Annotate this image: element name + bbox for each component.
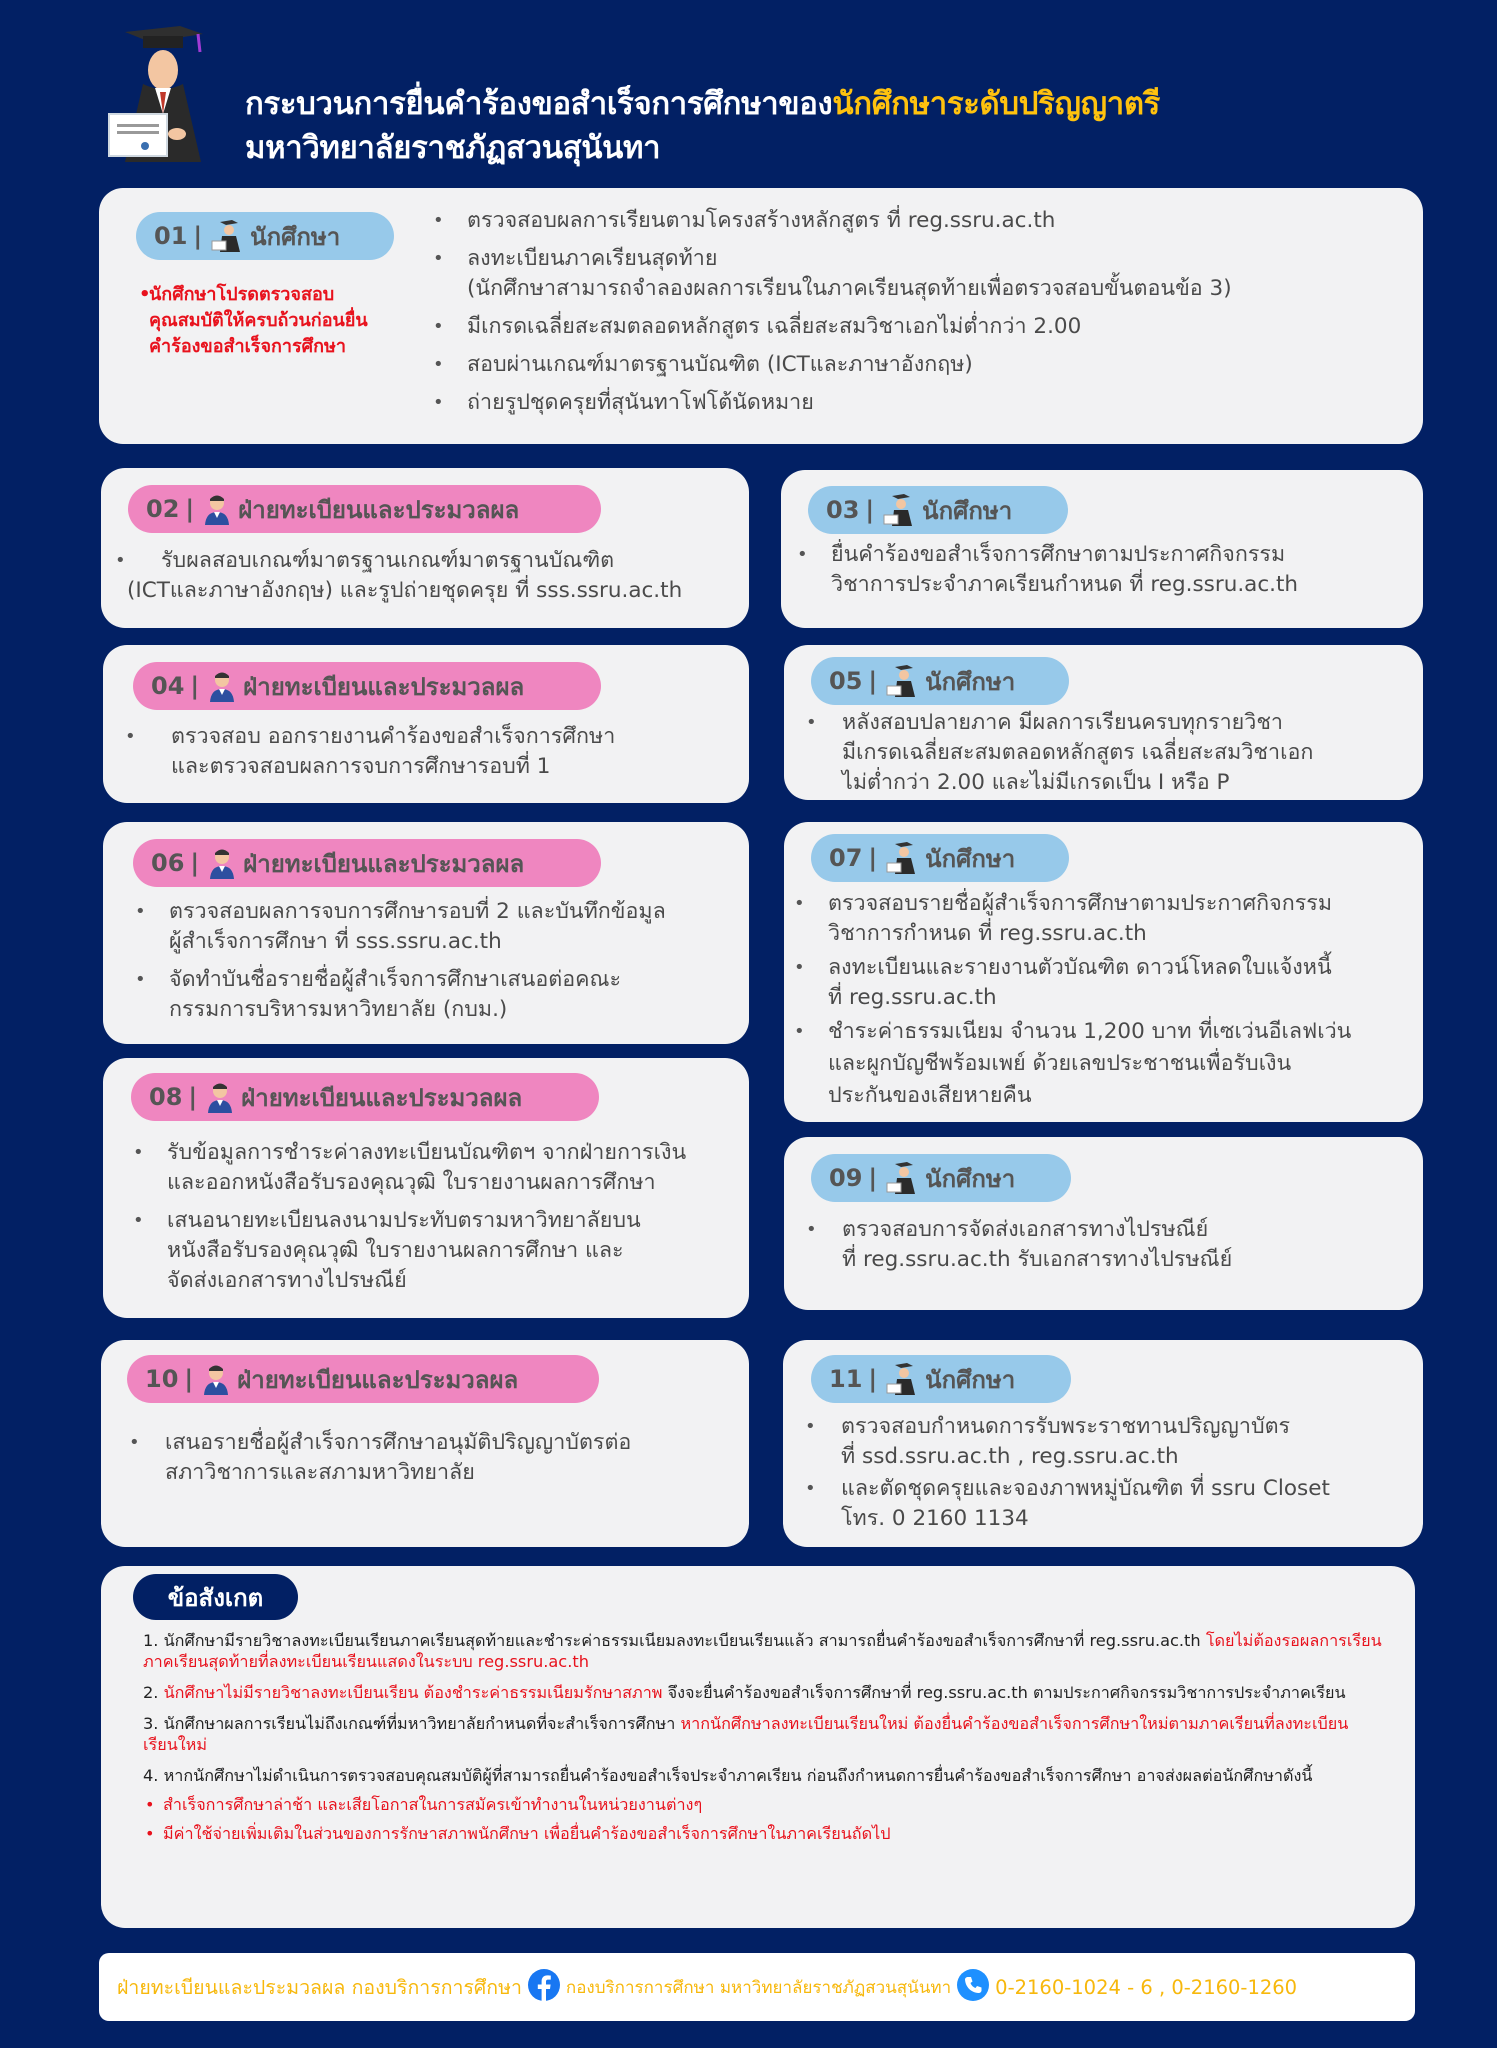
step-items <box>125 1428 745 1488</box>
student-icon <box>885 1161 919 1195</box>
step-items <box>801 1412 1416 1542</box>
step-items <box>802 708 1412 798</box>
step-item: • ตรวจสอบกำหนดการรับพระราชทานปริญญาบัตร <box>801 1412 1416 1442</box>
step-card-10 <box>101 1340 749 1547</box>
step-number: 05 <box>829 667 863 695</box>
role-label: นักศึกษา <box>925 844 1016 873</box>
step-item: • ถ่ายรูปชุดครุยที่สุนันทาโฟโต้นัดหมาย <box>429 388 1389 418</box>
separator: | <box>865 496 875 524</box>
step-item: • มีเกรดเฉลี่ยสะสมตลอดหลักสูตร เฉลี่ยสะสมวิชาเอกไม่ต่ำกว่า 2.00 <box>429 312 1389 342</box>
note-3 <box>143 1713 1383 1755</box>
step-items <box>131 897 741 1033</box>
step-item: • ลงทะเบียนและรายงานตัวบัณฑิต ดาวน์โหลดใบแจ้งหนี้ <box>790 953 1415 983</box>
step-card-08 <box>103 1058 749 1318</box>
note-4: 4. หากนักศึกษาไม่ดำเนินการตรวจสอบคุณสมบัติผู้ที่สามารถยื่นคำร้องขอสำเร็จประจำภาคเรียน ก่อนถึงกำหนดการยื่นคำร้องขอสำเร็จการศึกษา อาจส่งผลต่อนักศึกษาดังนี้ <box>143 1766 1313 1785</box>
step-item-continued: และผูกบัญชีพร้อมเพย์ ด้วยเลขประชาชนเพื่อรับเงิน <box>828 1051 1292 1076</box>
separator: | <box>193 222 203 250</box>
role-label: ฝ่ายทะเบียนและประมวลผล <box>243 849 525 878</box>
title-highlight: นักศึกษาระดับปริญญาตรี <box>832 86 1160 122</box>
step-number: 07 <box>829 844 863 872</box>
contact-footer <box>99 1953 1415 2021</box>
step-item-continued: ไม่ต่ำกว่า 2.00 และไม่มีเกรดเป็น I หรือ P <box>842 770 1230 795</box>
step-item-continued: และตรวจสอบผลการจบการศึกษารอบที่ 1 <box>171 754 551 779</box>
step-item: • สอบผ่านเกณฑ์มาตรฐานบัณฑิต (ICTและภาษาอังกฤษ) <box>429 350 1389 380</box>
student-icon <box>210 219 244 253</box>
staff-icon <box>205 1080 235 1114</box>
role-label: นักศึกษา <box>925 667 1016 696</box>
step-item-continued: มีเกรดเฉลี่ยสะสมตลอดหลักสูตร เฉลี่ยสะสมวิชาเอก <box>842 740 1314 765</box>
facebook-page-link[interactable]: กองบริการการศึกษา มหาวิทยาลัยราชภัฏสวนสุนันทา <box>565 1977 952 1998</box>
step-number: 08 <box>149 1083 183 1111</box>
note-1 <box>143 1630 1383 1672</box>
step-item-continued: (ICTและภาษาอังกฤษ) และรูปถ่ายชุดครุย ที่ sss.ssru.ac.th <box>127 578 683 603</box>
step-pill-02 <box>128 485 601 533</box>
step-items <box>790 889 1415 1119</box>
separator: | <box>188 1083 198 1111</box>
step-number: 06 <box>151 849 185 877</box>
step-number: 04 <box>151 672 185 700</box>
step-pill-06 <box>133 839 601 887</box>
separator: | <box>868 1365 878 1393</box>
separator: | <box>868 844 878 872</box>
role-label: ฝ่ายทะเบียนและประมวลผล <box>238 495 520 524</box>
step-card-04 <box>103 645 749 803</box>
step-number: 02 <box>146 495 180 523</box>
step-number: 01 <box>154 222 188 250</box>
step-item: • หลังสอบปลายภาค มีผลการเรียนครบทุกรายวิชา <box>802 708 1412 738</box>
step-item-continued: วิชาการประจำภาคเรียนกำหนด ที่ reg.ssru.ac.th <box>831 572 1299 597</box>
step-item: • เสนอรายชื่อผู้สำเร็จการศึกษาอนุมัติปริญญาบัตรต่อ <box>125 1428 745 1458</box>
step-item-continued: ที่ reg.ssru.ac.th รับเอกสารทางไปรษณีย์ <box>842 1247 1233 1272</box>
step-items <box>129 1138 745 1304</box>
role-label: นักศึกษา <box>925 1365 1016 1394</box>
step-item-continued: หนังสือรับรองคุณวุฒิ ใบรายงานผลการศึกษา และ <box>167 1238 624 1263</box>
staff-icon <box>202 492 232 526</box>
note-text: จึงจะยื่นคำร้องขอสำเร็จการศึกษาที่ reg.ssru.ac.th ตามประกาศกิจกรรมวิชาการประจำภาคเรียน <box>662 1683 1346 1702</box>
step-item: • ตรวจสอบการจัดส่งเอกสารทางไปรษณีย์ <box>802 1215 1412 1245</box>
student-icon <box>885 1362 919 1396</box>
step-pill-01 <box>136 212 394 260</box>
staff-icon <box>201 1362 231 1396</box>
note-4-consequence: • มีค่าใช้จ่ายเพิ่มเติมในส่วนของการรักษาสภาพนักศึกษา เพื่อยื่นคำร้องขอสำเร็จการศึกษาในภาคเรียนถัดไป <box>143 1823 1383 1844</box>
separator: | <box>185 495 195 523</box>
step-items <box>121 722 741 782</box>
phone-numbers: 0-2160-1024 - 6 , 0-2160-1260 <box>995 1975 1298 1999</box>
student-icon <box>885 664 919 698</box>
separator: | <box>190 672 200 700</box>
title-line-1: กระบวนการยื่นคำร้องขอสำเร็จการศึกษาของ <box>245 86 833 122</box>
step-card-03 <box>781 470 1423 628</box>
note-text: 3. นักศึกษาผลการเรียนไม่ถึงเกณฑ์ที่มหาวิทยาลัยกำหนดที่จะสำเร็จการศึกษา <box>143 1714 681 1733</box>
step-item: • ลงทะเบียนภาคเรียนสุดท้าย <box>429 244 1389 274</box>
footer-org: ฝ่ายทะเบียนและประมวลผล กองบริการการศึกษา <box>117 1975 522 1999</box>
step-item-continued: ที่ ssd.ssru.ac.th , reg.ssru.ac.th <box>841 1444 1179 1469</box>
step-item: • ตรวจสอบผลการเรียนตามโครงสร้างหลักสูตร ที่ reg.ssru.ac.th <box>429 206 1389 236</box>
notes-list <box>143 1630 1383 1852</box>
role-label: นักศึกษา <box>925 1164 1016 1193</box>
note-emphasis: โดยไม่ต้องรอผลการเรียนภาคเรียนสุดท้ายที่ลงทะเบียนเรียนแสดงในระบบ reg.ssru.ac.th <box>143 1631 1382 1671</box>
note-2 <box>143 1682 1383 1703</box>
phone-icon <box>957 1969 989 2006</box>
step-item: • รับผลสอบเกณฑ์มาตรฐานเกณฑ์มาตรฐานบัณฑิต <box>111 546 741 576</box>
step-item: • รับข้อมูลการชำระค่าลงทะเบียนบัณฑิตฯ จากฝ่ายการเงิน <box>129 1138 745 1168</box>
step-card-05 <box>784 645 1423 800</box>
note-4-consequence: • สำเร็จการศึกษาล่าช้า และเสียโอกาสในการสมัครเข้าทำงานในหน่วยงานต่างๆ <box>143 1794 1383 1815</box>
step-items <box>793 540 1413 600</box>
separator: | <box>190 849 200 877</box>
role-label: ฝ่ายทะเบียนและประมวลผล <box>243 672 525 701</box>
step-pill-11 <box>811 1355 1071 1403</box>
step-item-continued: และออกหนังสือรับรองคุณวุฒิ ใบรายงานผลการศึกษา <box>167 1170 656 1195</box>
step-item-continued: จัดส่งเอกสารทางไปรษณีย์ <box>167 1268 407 1293</box>
step-items <box>429 206 1389 426</box>
note-emphasis: นักศึกษาไม่มีรายวิชาลงทะเบียนเรียน ต้องชำระค่าธรรมเนียมรักษาสภาพ <box>163 1683 663 1702</box>
title-line-2: มหาวิทยาลัยราชภัฏสวนสุนันทา <box>245 130 661 166</box>
role-label: ฝ่ายทะเบียนและประมวลผล <box>241 1083 523 1112</box>
step-item: • และตัดชุดครุยและจองภาพหมู่บัณฑิต ที่ ssru Closet <box>801 1474 1416 1504</box>
step-item: • ชำระค่าธรรมเนียม จำนวน 1,200 บาท ที่เซเว่นอีเลฟเว่น <box>790 1017 1415 1047</box>
step-item: • เสนอนายทะเบียนลงนามประทับตรามหาวิทยาลัยบน <box>129 1206 745 1236</box>
step-item: • ตรวจสอบผลการจบการศึกษารอบที่ 2 และบันทึกข้อมูล <box>131 897 741 927</box>
note-emphasis: หากนักศึกษาลงทะเบียนเรียนใหม่ ต้องยื่นคำร้องขอสำเร็จการศึกษาใหม่ตามภาคเรียนที่ลงทะเบียนเรียนใหม่ <box>143 1714 1349 1754</box>
step-item-continued: โทร. 0 2160 1134 <box>841 1506 1029 1531</box>
role-label: นักศึกษา <box>922 496 1013 525</box>
step-item-continued: สภาวิชาการและสภามหาวิทยาลัย <box>165 1460 475 1485</box>
step-number: 03 <box>826 496 860 524</box>
step-card-01 <box>99 188 1423 444</box>
step-card-06 <box>103 822 749 1044</box>
step-item: • ตรวจสอบรายชื่อผู้สำเร็จการศึกษาตามประกาศกิจกรรม <box>790 889 1415 919</box>
graduate-illustration-icon <box>105 22 235 164</box>
step-pill-07 <box>811 834 1069 882</box>
step-pill-09 <box>811 1154 1071 1202</box>
note-number: 2. <box>143 1683 164 1702</box>
separator: | <box>868 667 878 695</box>
step-items <box>111 546 741 606</box>
step-number: 10 <box>145 1365 179 1393</box>
step-item-note: (นักศึกษาสามารถจำลองผลการเรียนในภาคเรียนสุดท้ายเพื่อตรวจสอบขั้นตอนข้อ 3) <box>467 276 1232 301</box>
step-card-09 <box>784 1137 1423 1310</box>
step-items <box>802 1215 1412 1275</box>
step-item-continued: ประกันของเสียหายคืน <box>828 1083 1032 1108</box>
step-pill-10 <box>127 1355 599 1403</box>
page-title <box>245 82 1160 170</box>
step-card-02 <box>101 468 749 628</box>
step-pill-08 <box>131 1073 599 1121</box>
step-item-continued: ที่ reg.ssru.ac.th <box>828 985 997 1010</box>
step-item-continued: วิชาการกำหนด ที่ reg.ssru.ac.th <box>828 921 1147 946</box>
separator: | <box>868 1164 878 1192</box>
role-label: นักศึกษา <box>250 222 341 251</box>
role-label: ฝ่ายทะเบียนและประมวลผล <box>237 1365 519 1394</box>
note-text: 1. นักศึกษามีรายวิชาลงทะเบียนเรียนภาคเรียนสุดท้ายและชำระค่าธรรมเนียมลงทะเบียนเรียนแล้ว สามารถยื่นคำร้องขอสำเร็จการศึกษาที่ reg.ssru.ac.th <box>143 1631 1206 1650</box>
step-card-07 <box>784 822 1423 1122</box>
separator: | <box>184 1365 194 1393</box>
staff-icon <box>207 669 237 703</box>
student-icon <box>885 841 919 875</box>
staff-icon <box>207 846 237 880</box>
step-number: 09 <box>829 1164 863 1192</box>
step-item: • จัดทำบันชื่อรายชื่อผู้สำเร็จการศึกษาเสนอต่อคณะ <box>131 965 741 995</box>
qualification-warning: • นักศึกษาโปรดตรวจสอบคุณสมบัติให้ครบถ้วนก่อนยื่นคำร้องขอสำเร็จการศึกษา <box>149 282 397 360</box>
step-item: • ตรวจสอบ ออกรายงานคำร้องขอสำเร็จการศึกษา <box>121 722 741 752</box>
step-pill-05 <box>811 657 1069 705</box>
step-number: 11 <box>829 1365 863 1393</box>
step-pill-04 <box>133 662 601 710</box>
step-item: • ยื่นคำร้องขอสำเร็จการศึกษาตามประกาศกิจกรรม <box>793 540 1413 570</box>
student-icon <box>882 493 916 527</box>
step-item-continued: ผู้สำเร็จการศึกษา ที่ sss.ssru.ac.th <box>169 929 502 954</box>
step-item-continued: กรรมการบริหารมหาวิทยาลัย (กบม.) <box>169 997 508 1022</box>
notes-title: ข้อสังเกต <box>133 1574 298 1620</box>
step-pill-03 <box>808 486 1068 534</box>
step-card-11 <box>783 1340 1423 1547</box>
facebook-icon[interactable] <box>528 1969 560 2006</box>
